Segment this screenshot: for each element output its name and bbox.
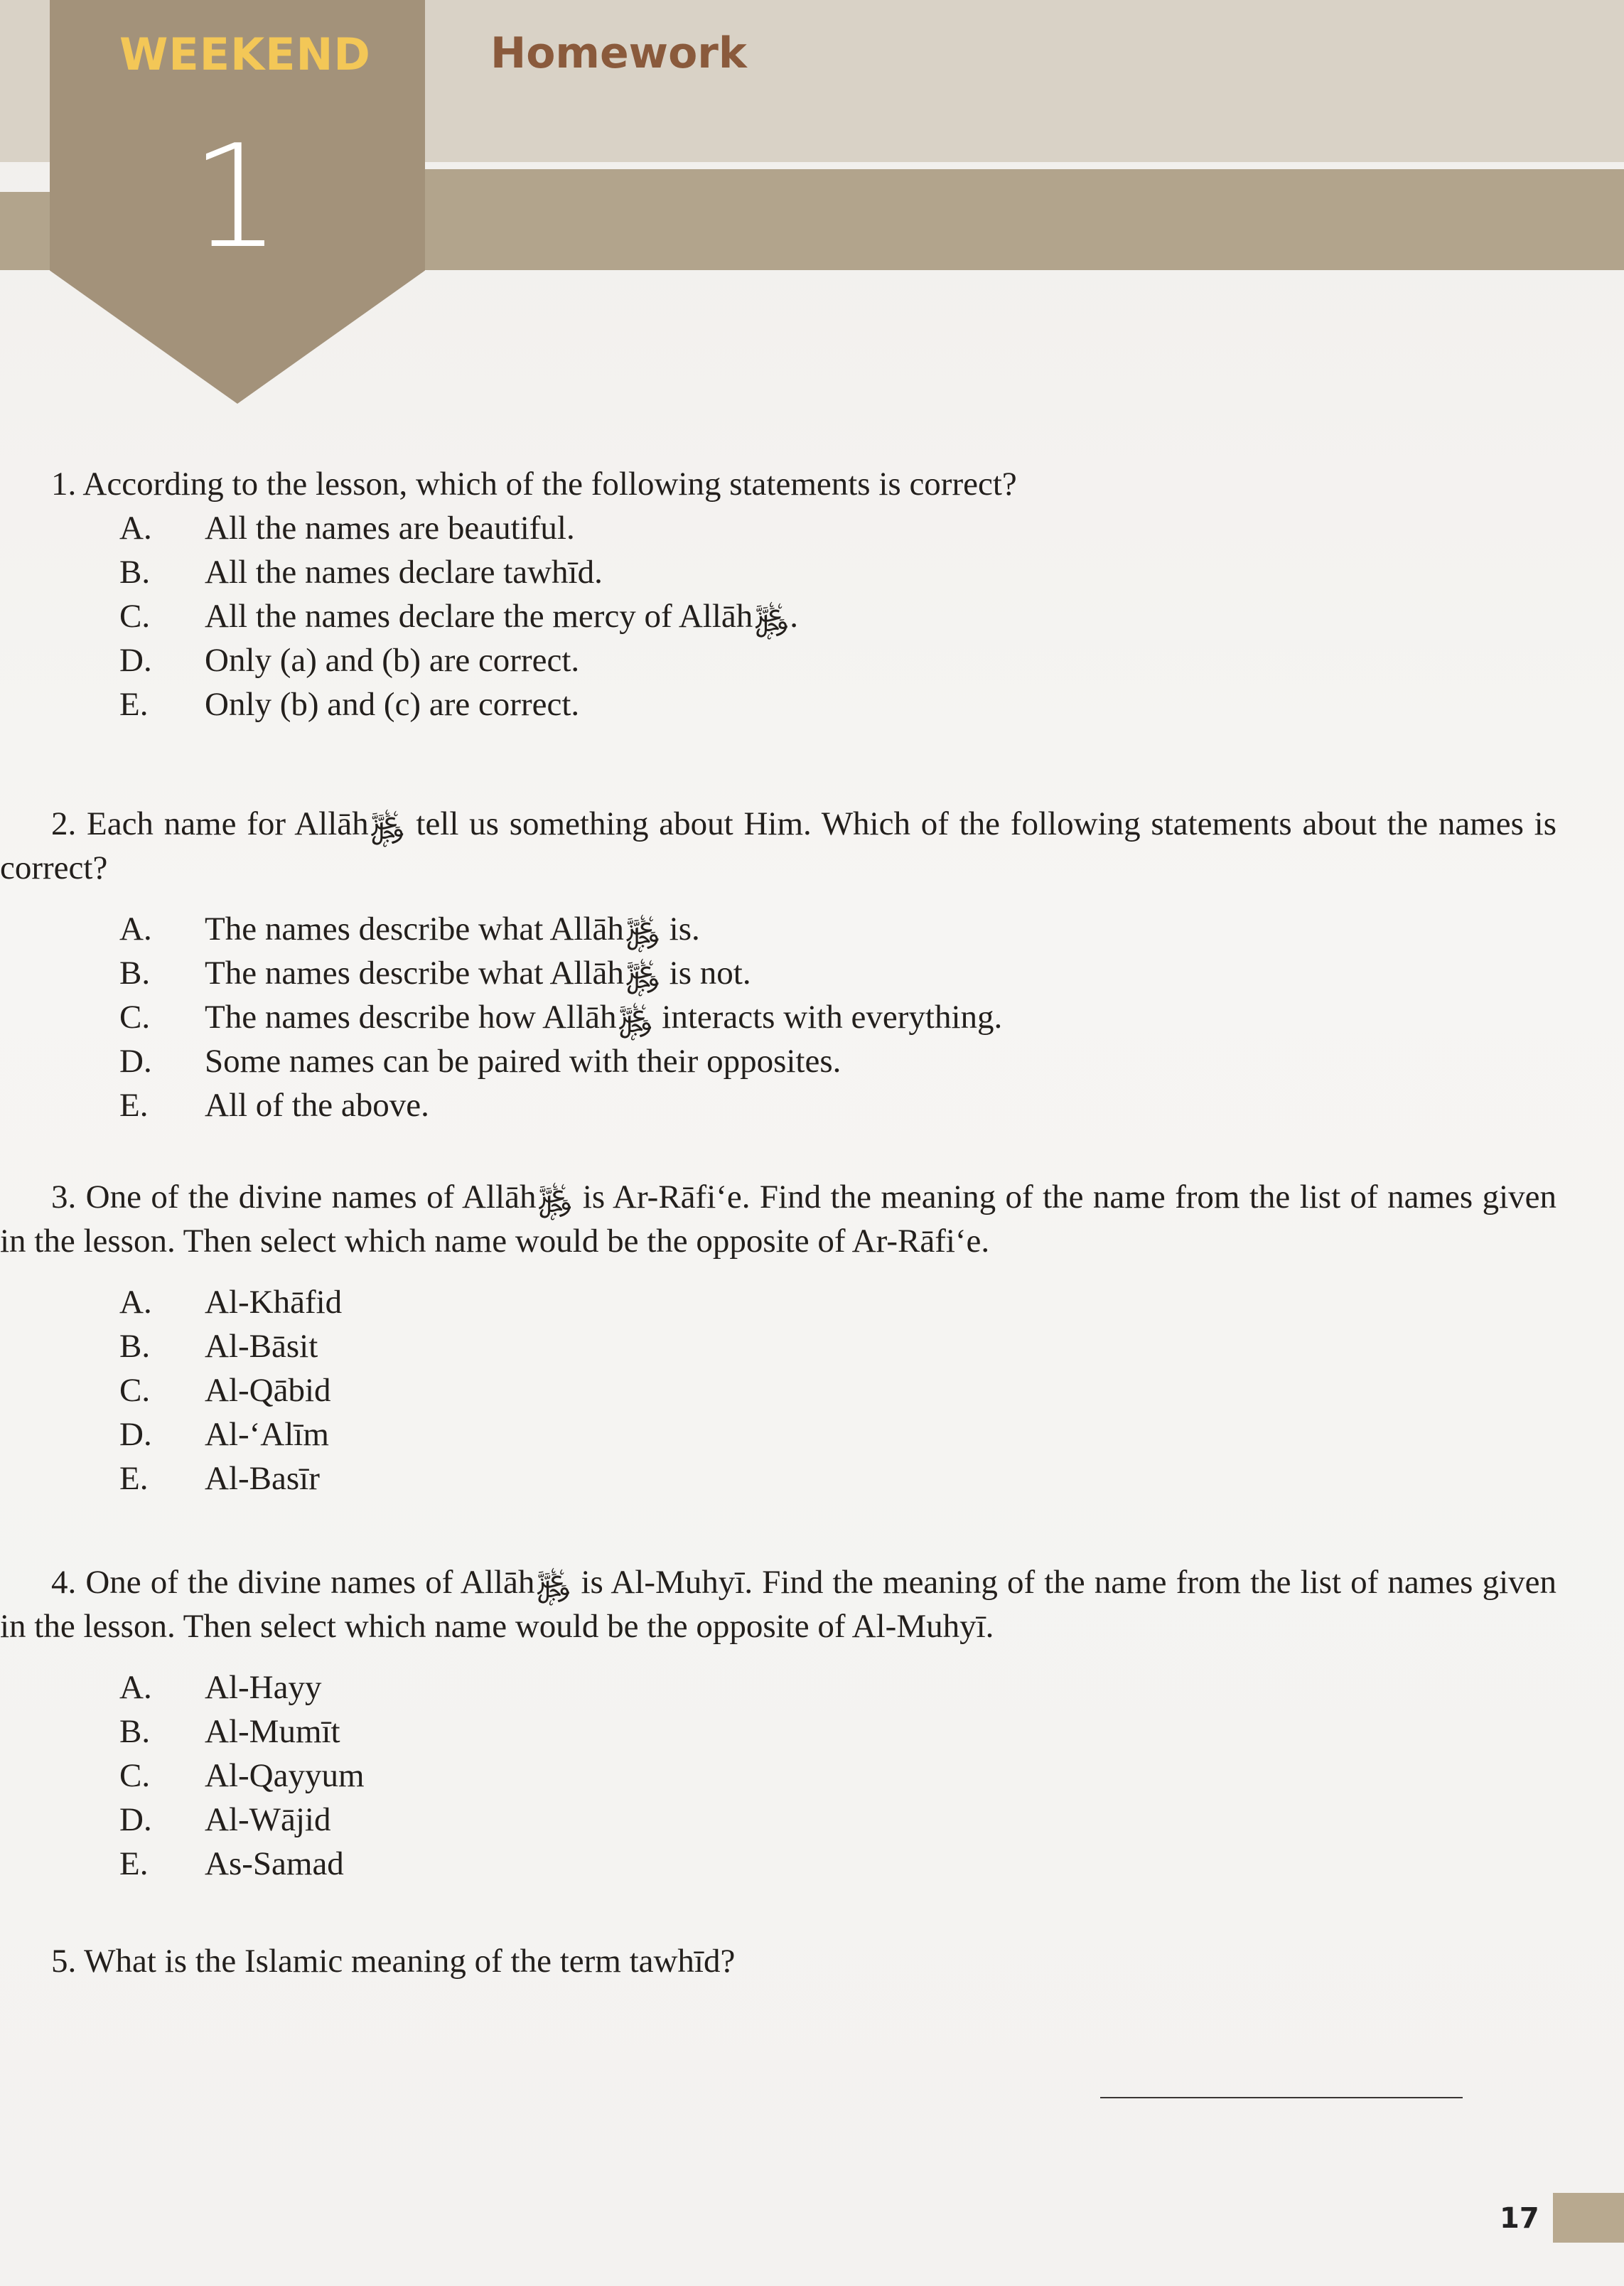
question-text: 1. According to the lesson, which of the following statements is correct? xyxy=(51,466,1017,503)
option-letter: E. xyxy=(119,1087,149,1124)
option-letter: C. xyxy=(119,598,151,635)
option-text: All the names declare the mercy of Allāh﷿. xyxy=(205,598,799,635)
option-letter: B. xyxy=(119,1328,151,1365)
option-text: Al-Qābid xyxy=(205,1372,331,1409)
option-text: Al-Bāsit xyxy=(205,1328,318,1365)
option-text: The names describe what Allāh﷿ is. xyxy=(205,911,700,948)
option-e xyxy=(0,682,1571,726)
option-letter: B. xyxy=(119,1713,151,1750)
page-title: Homework xyxy=(490,28,747,78)
option-text: Al-Hayy xyxy=(205,1669,322,1706)
option-list xyxy=(0,907,1556,1127)
option-e xyxy=(0,1456,1556,1501)
answer-line xyxy=(1100,2097,1463,2098)
question-4 xyxy=(0,1560,1556,1886)
page-tab xyxy=(1553,2193,1624,2243)
question-2 xyxy=(0,802,1556,1127)
option-letter: B. xyxy=(119,955,151,992)
option-d xyxy=(0,1798,1556,1842)
page-number: 17 xyxy=(1500,2202,1539,2235)
option-text: Al-Basīr xyxy=(205,1460,320,1497)
option-text: All the names are beautiful. xyxy=(205,510,575,547)
question-text: 5. What is the Islamic meaning of the term tawhīd? xyxy=(51,1943,736,1980)
option-d xyxy=(0,638,1571,682)
option-c xyxy=(0,594,1571,638)
option-text: All the names declare tawhīd. xyxy=(205,554,603,591)
option-text: Al-Wājid xyxy=(205,1801,331,1838)
option-b xyxy=(0,1710,1556,1754)
header-band xyxy=(425,169,1624,270)
option-list xyxy=(0,1280,1556,1501)
option-letter: C. xyxy=(119,1757,151,1794)
question-1 xyxy=(0,462,1571,726)
option-letter: D. xyxy=(119,1801,152,1838)
option-a xyxy=(0,907,1556,951)
question-5 xyxy=(0,1939,1556,1983)
option-letter: D. xyxy=(119,642,152,679)
option-text: All of the above. xyxy=(205,1087,429,1124)
option-text: The names describe how Allāh﷿ interacts with everything. xyxy=(205,999,1003,1036)
option-letter: C. xyxy=(119,1372,151,1409)
option-text: Al-Qayyum xyxy=(205,1757,365,1794)
option-e xyxy=(0,1083,1556,1127)
question-text: 3. One of the divine names of Allāh﷿ is Ar-Rāfi‘e. Find the meaning of the name from the list of names given in the lesson. Then select which name would be the opposite of Ar-Rāfi‘e. xyxy=(0,1179,1556,1260)
option-letter: A. xyxy=(119,1284,152,1321)
header-left-band xyxy=(0,192,57,270)
option-text: Al-Khāfid xyxy=(205,1284,343,1321)
option-letter: E. xyxy=(119,1460,149,1497)
option-text: Al-Mumīt xyxy=(205,1713,340,1750)
option-letter: B. xyxy=(119,554,151,591)
option-text: Only (a) and (b) are correct. xyxy=(205,642,580,679)
option-b xyxy=(0,951,1556,995)
option-c xyxy=(0,1754,1556,1798)
option-c xyxy=(0,1368,1556,1412)
option-letter: A. xyxy=(119,510,152,547)
question-text: 4. One of the divine names of Allāh﷿ is Al-Muhyī. Find the meaning of the name from the list of names given in the lesson. Then select which name would be the opposite of Al-Muhyī. xyxy=(0,1564,1556,1645)
option-e xyxy=(0,1842,1556,1886)
week-label: WEEKEND xyxy=(119,28,371,80)
option-c xyxy=(0,995,1556,1039)
option-letter: D. xyxy=(119,1043,152,1080)
option-letter: A. xyxy=(119,1669,152,1706)
option-b xyxy=(0,550,1571,594)
option-a xyxy=(0,506,1571,550)
option-letter: D. xyxy=(119,1416,152,1453)
option-d xyxy=(0,1039,1556,1083)
option-letter: E. xyxy=(119,1845,149,1882)
option-list xyxy=(0,1665,1556,1886)
option-text: Only (b) and (c) are correct. xyxy=(205,686,580,723)
week-number: 1 xyxy=(190,114,281,280)
option-letter: E. xyxy=(119,686,149,723)
option-text: The names describe what Allāh﷿ is not. xyxy=(205,955,751,992)
question-text: 2. Each name for Allāh﷿ tell us something about Him. Which of the following statements about the names is correct? xyxy=(0,805,1556,886)
option-d xyxy=(0,1412,1556,1456)
option-text: Al-‘Alīm xyxy=(205,1416,329,1453)
option-b xyxy=(0,1324,1556,1368)
option-a xyxy=(0,1665,1556,1710)
option-letter: A. xyxy=(119,911,152,948)
option-text: As-Samad xyxy=(205,1845,344,1882)
option-list xyxy=(0,506,1571,726)
option-a xyxy=(0,1280,1556,1324)
question-3 xyxy=(0,1175,1556,1501)
option-text: Some names can be paired with their opposites. xyxy=(205,1043,841,1080)
option-letter: C. xyxy=(119,999,151,1036)
